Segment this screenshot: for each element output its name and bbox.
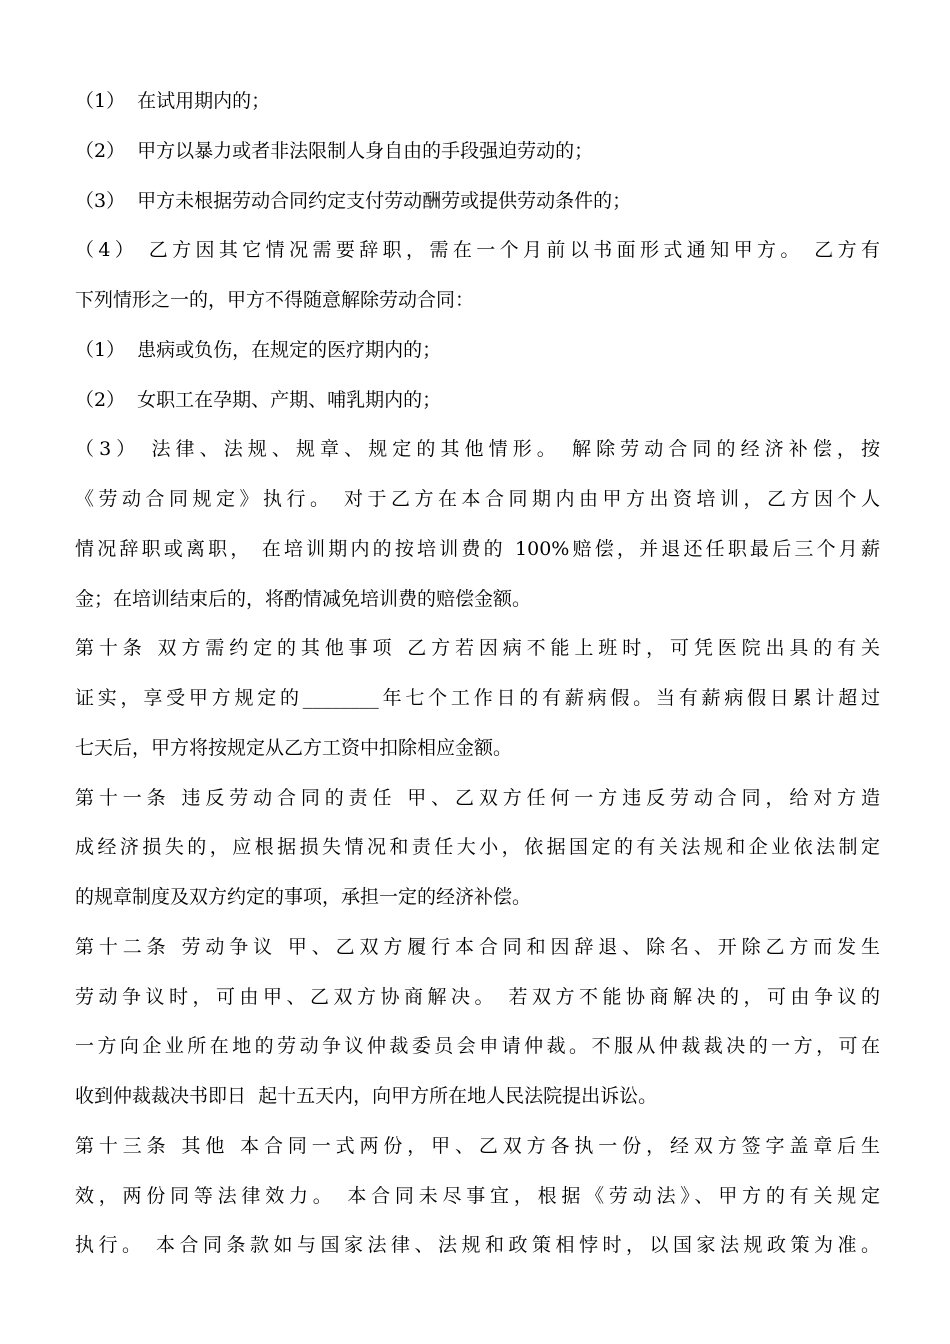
text-line: 劳动争议时，可由甲、乙双方协商解决。 若双方不能协商解决的，可由争议的 bbox=[75, 986, 880, 1008]
text-line: （3） 法律、法规、规章、规定的其他情形。 解除劳动合同的经济补偿，按 bbox=[75, 438, 880, 460]
text-line: 一方向企业所在地的劳动争议仲裁委员会申请仲裁。不服从仲裁裁决的一方，可在 bbox=[75, 1035, 880, 1057]
text-line: 第十一条 违反劳动合同的责任 甲、乙双方任何一方违反劳动合同，给对方造 bbox=[75, 787, 880, 809]
text-line: 下列情形之一的，甲方不得随意解除劳动合同： bbox=[75, 289, 475, 311]
text-line: 的规章制度及双方约定的事项，承担一定的经济补偿。 bbox=[75, 886, 532, 908]
text-line: 效，两份同等法律效力。 本合同未尽事宜，根据《劳动法》、甲方的有关规定 bbox=[75, 1185, 880, 1207]
text-line: （1） 在试用期内的； bbox=[75, 90, 271, 112]
text-line: 第十二条 劳动争议 甲、乙双方履行本合同和因辞退、除名、开除乙方而发生 bbox=[75, 936, 880, 958]
text-line: 《劳动合同规定》执行。 对于乙方在本合同期内由甲方出资培训，乙方因个人 bbox=[75, 488, 880, 510]
text-line: （3） 甲方未根据劳动合同约定支付劳动酬劳或提供劳动条件的； bbox=[75, 190, 632, 212]
text-line: 证实，享受甲方规定的________年七个工作日的有薪病假。当有薪病假日累计超过 bbox=[75, 687, 880, 709]
text-line: 收到仲裁裁决书即日 起十五天内，向甲方所在地人民法院提出诉讼。 bbox=[75, 1085, 658, 1107]
text-line: （4） 乙方因其它情况需要辞职，需在一个月前以书面形式通知甲方。 乙方有 bbox=[75, 239, 880, 261]
text-line: 执行。 本合同条款如与国家法律、法规和政策相悖时，以国家法规政策为准。 bbox=[75, 1234, 880, 1256]
text-line: 情况辞职或离职， 在培训期内的按培训费的 100%赔偿，并退还任职最后三个月薪 bbox=[75, 538, 880, 560]
text-line: 金；在培训结束后的，将酌情减免培训费的赔偿金额。 bbox=[75, 588, 532, 610]
text-line: 成经济损失的，应根据损失情况和责任大小，依据国定的有关法规和企业依法制定 bbox=[75, 836, 880, 858]
text-line: 第十三条 其他 本合同一式两份，甲、乙双方各执一份，经双方签字盖章后生 bbox=[75, 1135, 880, 1157]
text-line: （1） 患病或负伤，在规定的医疗期内的； bbox=[75, 339, 442, 361]
text-line: （2） 甲方以暴力或者非法限制人身自由的手段强迫劳动的； bbox=[75, 140, 594, 162]
text-line: 七天后，甲方将按规定从乙方工资中扣除相应金额。 bbox=[75, 737, 513, 759]
text-line: （2） 女职工在孕期、产期、哺乳期内的； bbox=[75, 389, 442, 411]
text-line: 第十条 双方需约定的其他事项 乙方若因病不能上班时，可凭医院出具的有关 bbox=[75, 637, 880, 659]
